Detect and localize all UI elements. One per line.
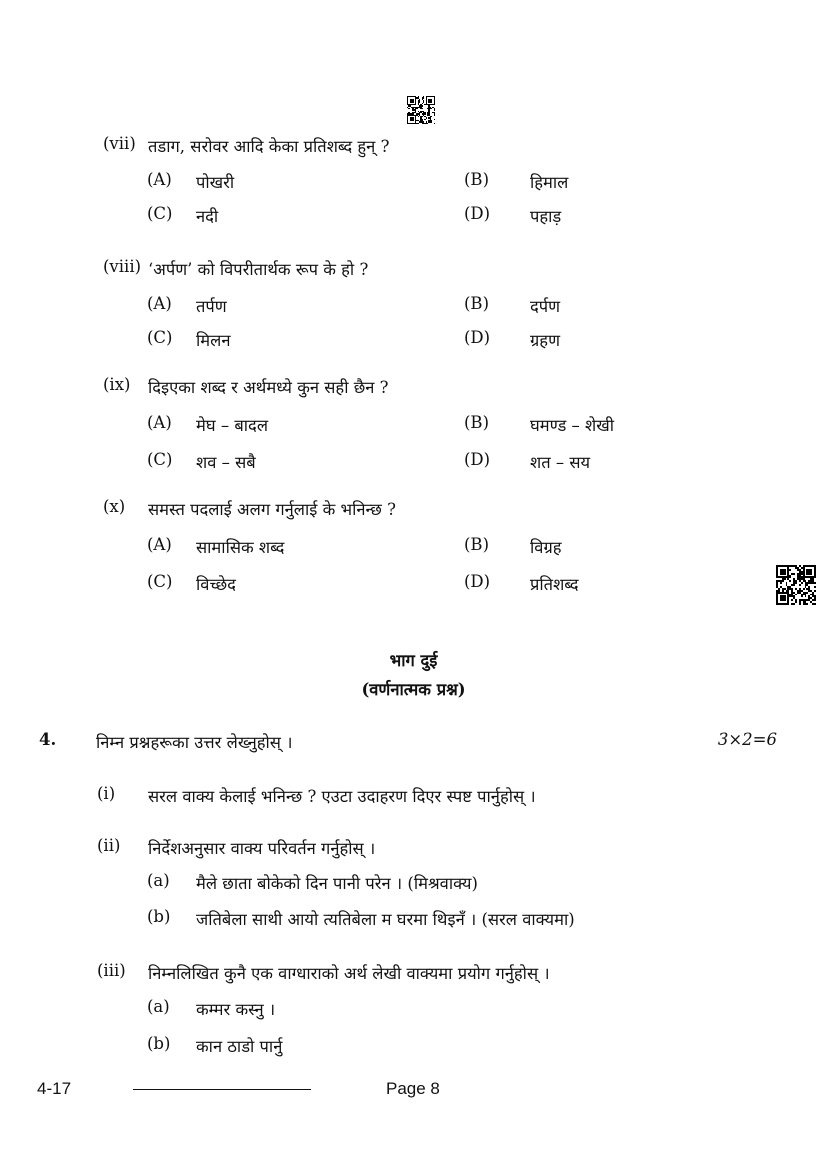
option-label: (B) xyxy=(464,413,489,432)
option-label: (B) xyxy=(464,535,489,554)
option-label: (D) xyxy=(464,450,491,469)
option-label: (D) xyxy=(464,204,491,223)
part-text: सरल वाक्य केलाई भनिन्छ ? एउटा उदाहरण दिएर स्पष्ट पार्नुहोस् । xyxy=(148,787,536,806)
question-ix-text: दिइएका शब्द र अर्थमध्ये कुन सही छैन ? xyxy=(148,378,389,397)
subpart-number: (a) xyxy=(147,871,170,890)
section-subtitle: (वर्णनात्मक प्रश्न) xyxy=(361,680,466,699)
option-text: घमण्ड – शेखी xyxy=(530,416,615,435)
subpart-text: मैले छाता बोकेको दिन पानी परेन । (मिश्रवाक्य) xyxy=(196,874,478,893)
subpart-text: कान ठाडो पार्नु xyxy=(196,1037,283,1056)
option-label: (D) xyxy=(464,328,491,347)
option-label: (A) xyxy=(147,170,172,189)
option-text: विग्रह xyxy=(530,538,562,557)
option-label: (C) xyxy=(147,450,173,469)
option-text: नदी xyxy=(196,207,219,226)
option-label: (A) xyxy=(147,294,172,313)
option-text: शव – सबै xyxy=(196,453,256,472)
question-4-text: निम्न प्रश्नहरूका उत्तर लेख्नुहोस् । xyxy=(96,733,293,752)
part-number: (ii) xyxy=(97,836,121,855)
question-vii-number: (vii) xyxy=(103,134,136,153)
option-text: ग्रहण xyxy=(530,331,560,350)
option-label: (B) xyxy=(464,170,489,189)
option-text: पहाड़ xyxy=(530,207,562,226)
option-text: मेघ – बादल xyxy=(196,416,269,435)
option-text: प्रतिशब्द xyxy=(530,575,579,594)
part-number: (i) xyxy=(97,784,116,803)
option-label: (C) xyxy=(147,328,173,347)
qr-code-top xyxy=(407,96,435,124)
subpart-number: (b) xyxy=(147,907,171,926)
option-label: (C) xyxy=(147,572,173,591)
subpart-number: (b) xyxy=(147,1034,171,1053)
subpart-number: (a) xyxy=(147,997,170,1016)
question-x-text: समस्त पदलाई अलग गर्नुलाई के भनिन्छ ? xyxy=(148,500,396,519)
section-title: भाग दुई xyxy=(389,651,438,670)
option-label: (C) xyxy=(147,204,173,223)
part-number: (iii) xyxy=(97,961,126,980)
option-label: (A) xyxy=(147,535,172,554)
option-text: हिमाल xyxy=(530,173,569,192)
option-text: शत – सय xyxy=(530,453,591,472)
part-text: निर्देशअनुसार वाक्य परिवर्तन गर्नुहोस् । xyxy=(148,839,376,858)
question-4-marks: 3×2=6 xyxy=(717,730,777,749)
question-vii-text: तडाग, सरोवर आदि केका प्रतिशब्द हुन् ? xyxy=(148,137,390,156)
question-ix-number: (ix) xyxy=(103,375,131,394)
part-text: निम्नलिखित कुनै एक वाग्धाराको अर्थ लेखी वाक्यमा प्रयोग गर्नुहोस् । xyxy=(148,964,550,983)
option-text: दर्पण xyxy=(530,297,561,316)
question-viii-text: ‘अर्पण’ को विपरीतार्थक रूप के हो ? xyxy=(148,260,369,279)
option-text: सामासिक शब्द xyxy=(196,538,285,557)
question-x-number: (x) xyxy=(103,497,126,516)
footer-rule xyxy=(133,1089,311,1090)
option-text: मिलन xyxy=(196,331,231,350)
option-text: विच्छेद xyxy=(196,575,236,594)
option-text: पोखरी xyxy=(196,173,235,192)
paper-code: 4-17 xyxy=(37,1079,72,1098)
qr-code-right xyxy=(776,565,816,605)
option-text: तर्पण xyxy=(196,297,227,316)
subpart-text: जतिबेला साथी आयो त्यतिबेला म घरमा थिइनँ । (सरल वाक्यमा) xyxy=(196,910,575,929)
page-number: Page 8 xyxy=(386,1079,440,1098)
option-label: (A) xyxy=(147,413,172,432)
option-label: (D) xyxy=(464,572,491,591)
question-viii-number: (viii) xyxy=(103,257,142,276)
option-label: (B) xyxy=(464,294,489,313)
question-4-number: 4. xyxy=(39,730,57,749)
subpart-text: कम्मर कस्नु । xyxy=(196,1000,276,1019)
